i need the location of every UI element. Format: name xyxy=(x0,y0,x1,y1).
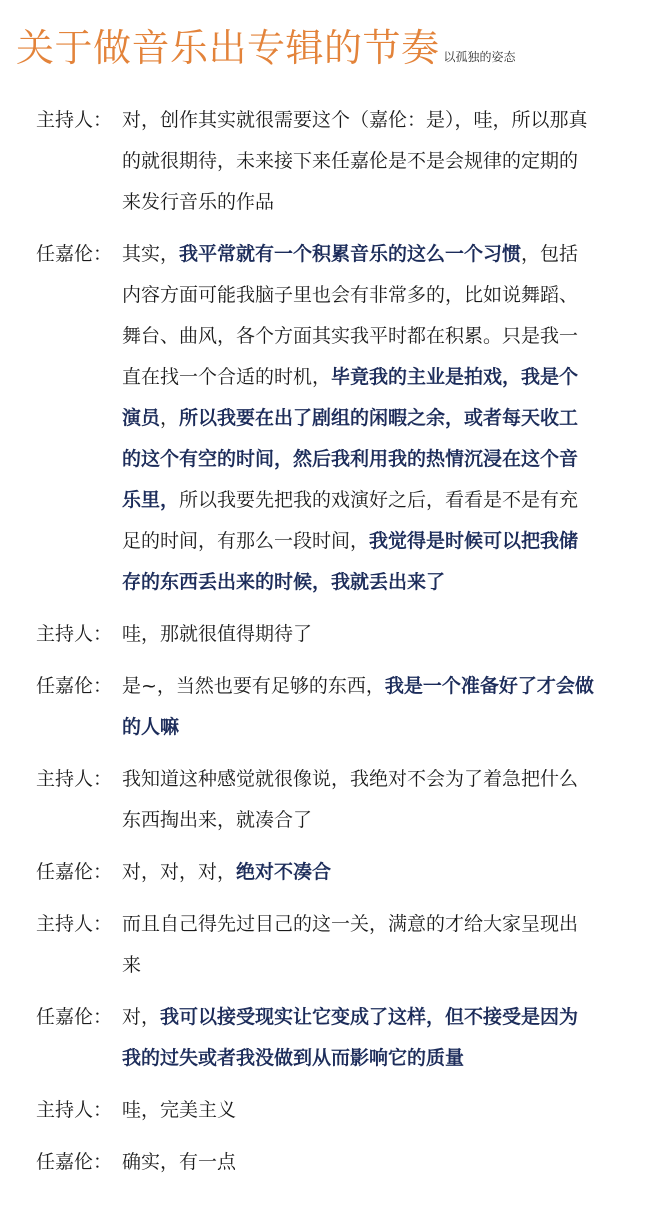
text-segment: 确实，有一点 xyxy=(122,1151,237,1173)
speaker-label: 主持人： xyxy=(36,768,113,790)
highlighted-text-segment: 我是一个准备好了才会做的人嘛 xyxy=(122,675,594,738)
text-segment: 是~，当然也要有足够的东西， xyxy=(122,675,385,697)
speaker-label: 任嘉伦： xyxy=(36,675,113,697)
text-segment: 对，创作其实就很需要这个（嘉伦：是），哇，所以那真的就很期待，未来接下来任嘉伦是不是会规律的定期的来发行音乐的作品 xyxy=(122,109,588,213)
dialogue-text xyxy=(122,614,596,655)
text-segment: 哇，那就很值得期待了 xyxy=(122,623,313,645)
dialogue-text xyxy=(122,234,596,603)
text-segment: 对， xyxy=(122,1006,161,1028)
dialogue-text xyxy=(122,1142,596,1183)
text-segment: 对，对，对， xyxy=(122,861,237,883)
dialogue-text xyxy=(122,904,596,986)
dialogue-text xyxy=(122,100,596,223)
dialogue-turn xyxy=(36,234,596,603)
highlighted-text-segment: 我觉得是时候可以把我储存的东西丢出来的时候，我就丢出来了 xyxy=(122,530,579,593)
dialogue-turn xyxy=(36,666,596,748)
page-title: 关于做音乐出专辑的节奏 xyxy=(16,26,440,70)
dialogue-turn xyxy=(36,1090,596,1131)
highlighted-text-segment: 所以我要在出了剧组的闲暇之余，或者每天收工的这个有空的时间，然后我利用我的热情沉浸在这个音乐里， xyxy=(122,407,579,511)
dialogue-turn xyxy=(36,759,596,841)
speaker-label: 主持人： xyxy=(36,1099,113,1121)
dialogue-text xyxy=(122,997,596,1079)
text-segment: ， xyxy=(160,407,180,429)
text-segment: 所以我要先把我的戏演好之后，看看是不是有充足的时间，有那么一段时间， xyxy=(122,489,579,552)
interview-transcript xyxy=(36,100,596,1194)
dialogue-turn xyxy=(36,100,596,223)
speaker-label: 任嘉伦： xyxy=(36,243,113,265)
dialogue-turn xyxy=(36,614,596,655)
text-segment: 其实， xyxy=(122,243,180,265)
text-segment: ，包括内容方面可能我脑子里也会有非常多的，比如说舞蹈、舞台、曲风，各个方面其实我平时都在积累。只是我一直在找一个合适的时机， xyxy=(122,243,579,388)
page-subtitle: 以孤独的姿态 xyxy=(443,50,516,64)
dialogue-text xyxy=(122,852,596,893)
speaker-label: 任嘉伦： xyxy=(36,1151,113,1173)
text-segment: 哇，完美主义 xyxy=(122,1099,237,1121)
highlighted-text-segment: 绝对不凑合 xyxy=(236,861,332,883)
page-header xyxy=(16,22,516,74)
dialogue-turn xyxy=(36,1142,596,1183)
speaker-label: 任嘉伦： xyxy=(36,861,113,883)
text-segment: 我知道这种感觉就很像说，我绝对不会为了着急把什么东西掏出来，就凑合了 xyxy=(122,768,579,831)
dialogue-text xyxy=(122,759,596,841)
dialogue-turn xyxy=(36,904,596,986)
dialogue-text xyxy=(122,1090,596,1131)
highlighted-text-segment: 毕竟我的主业是拍戏，我是个演员 xyxy=(122,366,579,429)
speaker-label: 主持人： xyxy=(36,109,113,131)
speaker-label: 主持人： xyxy=(36,913,113,935)
dialogue-turn xyxy=(36,997,596,1079)
dialogue-turn xyxy=(36,852,596,893)
dialogue-text xyxy=(122,666,596,748)
speaker-label: 任嘉伦： xyxy=(36,1006,113,1028)
highlighted-text-segment: 我可以接受现实让它变成了这样，但不接受是因为我的过失或者我没做到从而影响它的质量 xyxy=(122,1006,579,1069)
text-segment: 而且自己得先过目己的这一关，满意的才给大家呈现出来 xyxy=(122,913,579,976)
speaker-label: 主持人： xyxy=(36,623,113,645)
highlighted-text-segment: 我平常就有一个积累音乐的这么一个习惯 xyxy=(179,243,522,265)
